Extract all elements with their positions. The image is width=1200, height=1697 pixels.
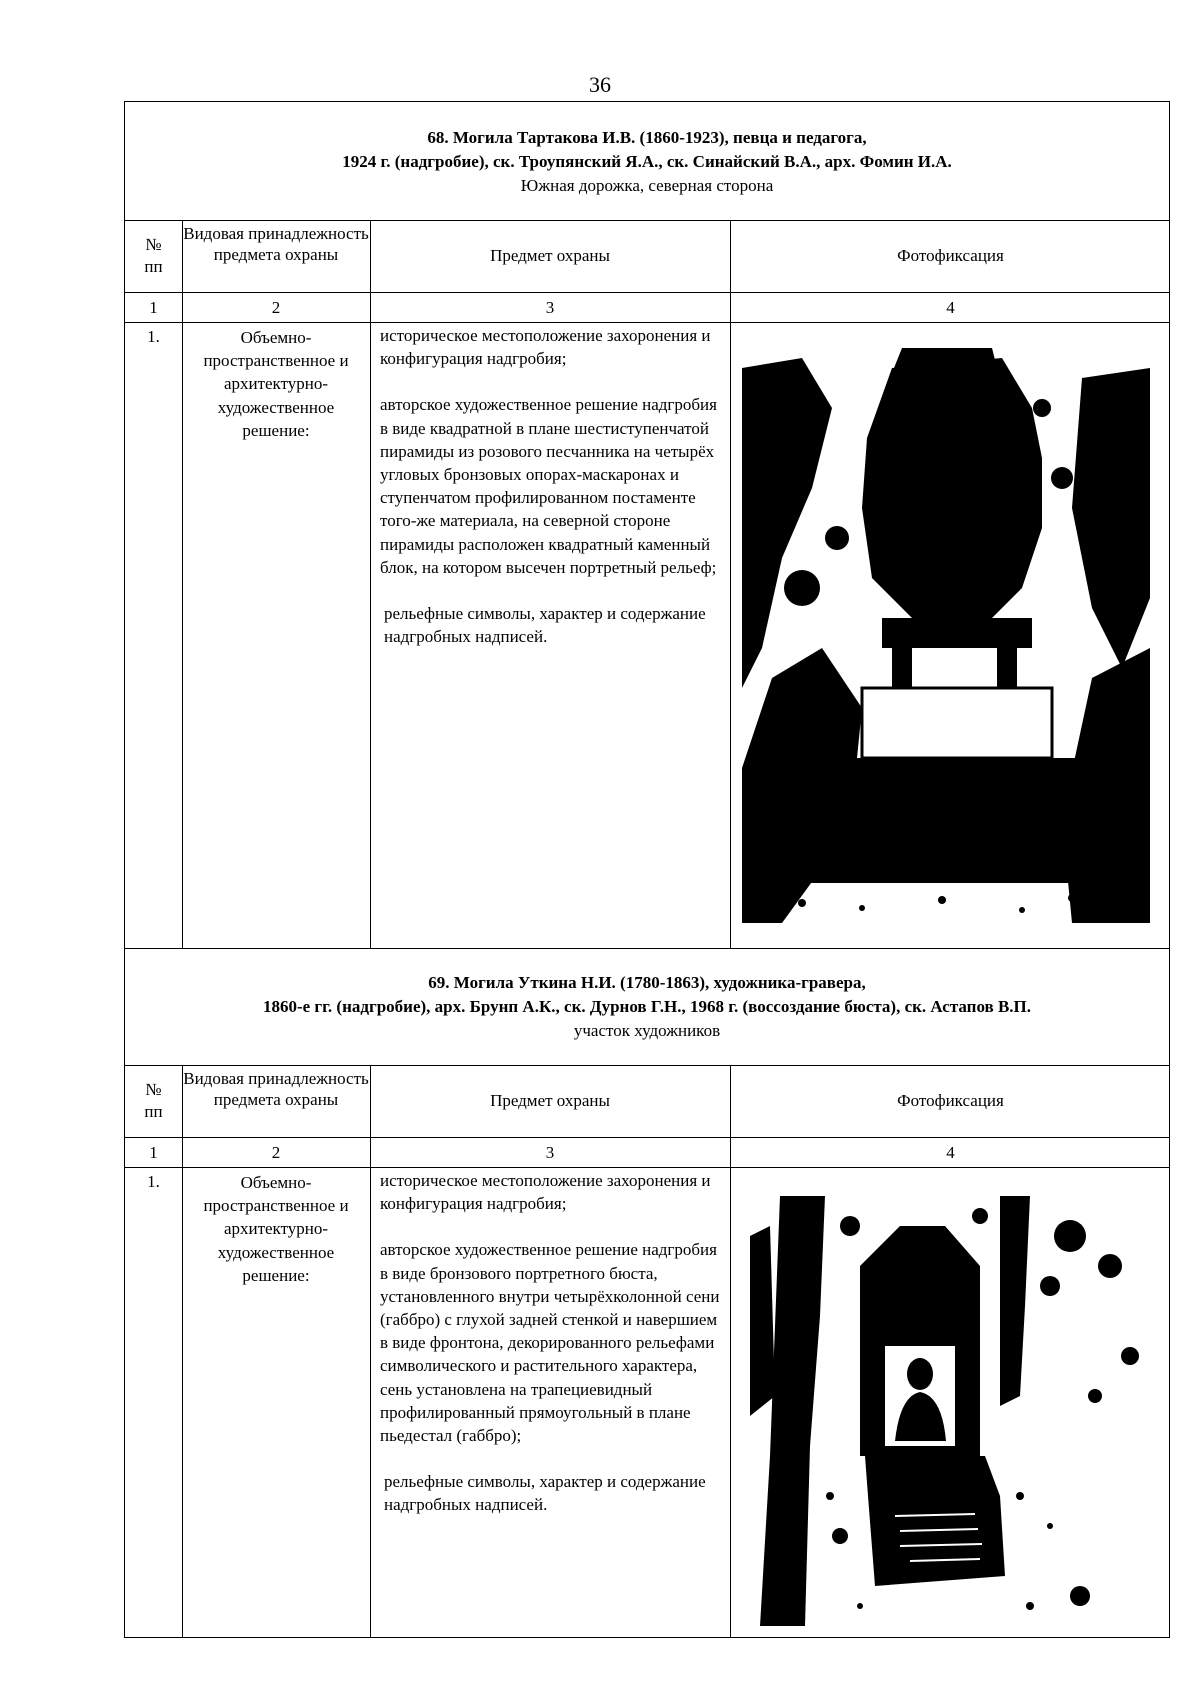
subject-paragraph: рельефные символы, характер и содержание надгробных надписей.	[384, 1472, 706, 1515]
protection-type: Объемно-пространственное и архитектурно-художественное решение:	[203, 328, 349, 440]
grave-photo	[750, 1196, 1145, 1626]
section-divider	[125, 948, 1169, 949]
page-number: 36	[589, 72, 611, 97]
section-68-title	[125, 126, 1169, 198]
header-type: Видовая принадлежность предмета охраны	[183, 1069, 369, 1109]
section-title-line: 68. Могила Тартакова И.В. (1860-1923), певца и педагога,	[427, 128, 867, 147]
subject-paragraph: рельефные символы, характер и содержание надгробных надписей.	[384, 604, 706, 647]
divider	[125, 322, 1169, 323]
divider	[125, 1137, 1169, 1138]
header-subject: Предмет охраны	[490, 246, 610, 265]
header-photo: Фотофиксация	[897, 246, 1004, 265]
column-number-2: 2	[271, 298, 281, 317]
subject-paragraph: историческое местоположение захоронения и конфигурация надгробия;	[380, 326, 711, 369]
section-location: Южная дорожка, северная сторона	[520, 176, 774, 195]
divider	[125, 1065, 1169, 1066]
section-title-line: 1924 г. (надгробие), ск. Троупянский Я.А., ск. Синайский В.А., арх. Фомин И.А.	[342, 152, 952, 171]
column-number-4: 4	[946, 1143, 955, 1162]
header-subject: Предмет охраны	[490, 1091, 610, 1110]
header-num	[125, 1079, 182, 1123]
divider	[182, 220, 183, 948]
divider	[730, 220, 731, 948]
divider	[125, 1167, 1169, 1168]
section-title-line: 69. Могила Уткина Н.И. (1780-1863), художника-гравера,	[428, 973, 866, 992]
tombstone-photo-illustration	[742, 348, 1150, 923]
column-number-4: 4	[946, 298, 955, 317]
subject-paragraph: историческое местоположение захоронения и конфигурация надгробия;	[380, 1171, 711, 1214]
section-location: участок художников	[573, 1021, 721, 1040]
tombstone-photo-illustration	[750, 1196, 1145, 1626]
divider	[125, 220, 1169, 221]
section-69-title	[125, 971, 1169, 1043]
section-title-line: 1860-е гг. (надгробие), арх. Брунп А.К., ск. Дурнов Г.Н., 1968 г. (воссоздание бюста), ск. Астапов В.П.	[262, 997, 1032, 1016]
column-number-3: 3	[545, 1143, 555, 1162]
header-num-label: № пп	[144, 1080, 163, 1121]
protection-type: Объемно-пространственное и архитектурно-художественное решение:	[203, 1173, 349, 1285]
divider	[370, 220, 371, 948]
grave-photo	[742, 348, 1150, 923]
column-number-1: 1	[149, 1143, 158, 1162]
row-number: 1.	[147, 1172, 160, 1191]
header-num	[125, 234, 182, 278]
row-number: 1.	[147, 327, 160, 346]
subject-paragraph: авторское художественное решение надгробия в виде бронзового портретного бюста, установленного внутри четырёхколонной сени (габбро) с глухой задней стенкой и навершием в виде фронтона, декорированного рельефами символического и растительного характера, сень установлена на трапециевидный профилированный прямоугольный в плане пьедестал (габбро);	[380, 1240, 720, 1446]
column-number-3: 3	[545, 298, 555, 317]
column-number-2: 2	[271, 1143, 281, 1162]
header-photo: Фотофиксация	[897, 1091, 1004, 1110]
header-type: Видовая принадлежность предмета охраны	[183, 224, 369, 264]
header-num-label: № пп	[144, 235, 163, 276]
subject-paragraph: авторское художественное решение надгробия в виде квадратной в плане шестиступенчатой пирамиды из розового песчанника на четырёх угловых бронзовых опорах-маскаронах и ступенчатом профилированном постаменте того-же материала, на северной стороне пирамиды расположен квадратный каменный блок, на котором высечен портретный рельеф;	[380, 395, 717, 577]
column-number-1: 1	[149, 298, 158, 317]
heritage-table	[124, 101, 1170, 1638]
protection-subject	[380, 324, 726, 648]
protection-subject	[380, 1169, 726, 1517]
divider	[125, 292, 1169, 293]
